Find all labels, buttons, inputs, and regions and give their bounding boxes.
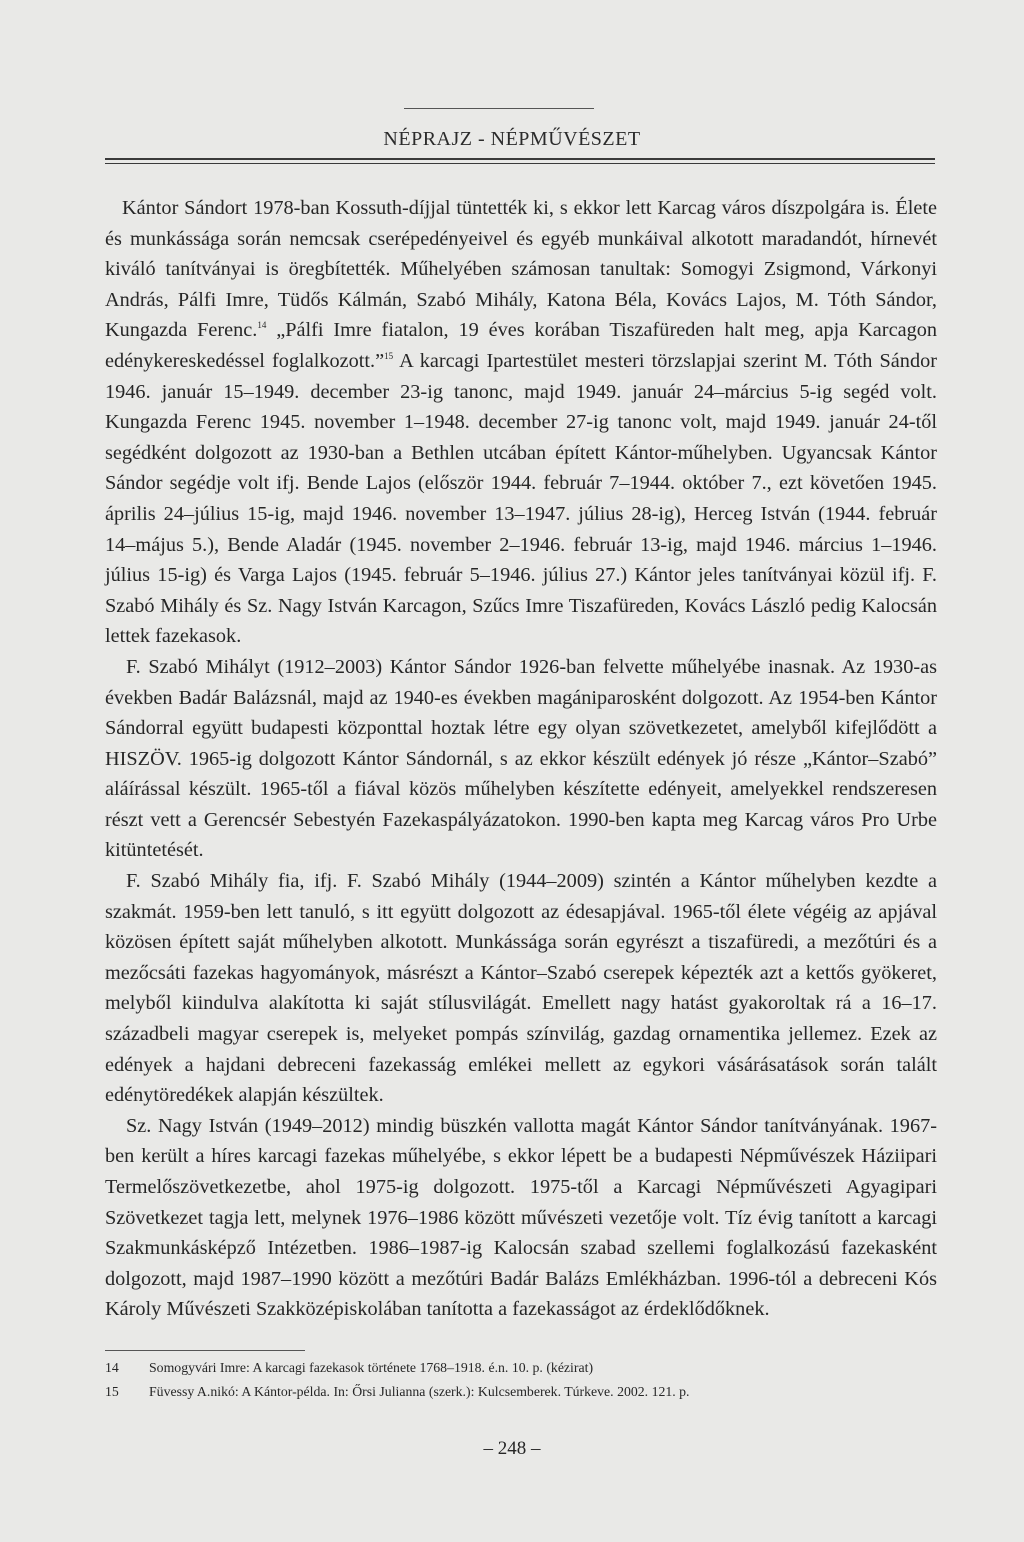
footnote-separator — [105, 1350, 305, 1351]
paragraph-text: A karcagi Ipartestület mesteri törzslapjai szerint M. Tóth Sándor 1946. január 15–1949. december 23-ig tanonc, majd 1949. január 24–március 5-ig segéd volt. Kungazda Ferenc 1945. november 1–1948. december 27-ig tanonc volt, majd 1949. január 24-től segédként dolgozott az 1930-ban a Bethlen utcában épített Kántor-műhelyben. Ugyancsak Kántor Sándor segédje volt ifj. Bende Lajos (először 1944. február 7–1944. október 7., ezt követően 1945. április 24–július 15-ig, majd 1946. november 13–1947. július 28-ig), Herceg István (1944. február 14–május 5.), Bende Aladár (1945. november 2–1946. február 13-ig, majd 1946. március 1–1946. július 15-ig) és Varga Lajos (1945. február 5–1946. július 27.) Kántor jeles tanítványai közül ifj. F. Szabó Mihály és Sz. Nagy István Karcagon, Szűcs Imre Tiszafüreden, Kovács László pedig Kalocsán lettek fazekasok. — [105, 349, 937, 648]
footnote — [105, 1356, 937, 1380]
paragraph-text: Sz. Nagy István (1949–2012) mindig büszkén vallotta magát Kántor Sándor tanítványának. 1967-ben került a híres karcagi fazekas műhelyébe, s ekkor lépett be a budapesti Népművészek Háziipari Termelőszövetkezetbe, ahol 1975-ig dolgozott. 1975-től a Karcagi Népművészeti Agyagipari Szövetkezet tagja lett, melynek 1976–1986 között művészeti vezetője volt. Tíz évig tanított a karcagi Szakmunkásképző Intézetben. 1986–1987-ig Kalocsán szabad szellemi foglalkozású fazekasként dolgozott, majd 1987–1990 között a mezőtúri Badár Balázs Emlékházban. 1996-tól a debreceni Kós Károly Művészeti Szakközépiskolában tanította a fazekasságot az érdeklődőknek. — [105, 1114, 937, 1321]
paragraph — [105, 652, 937, 866]
footnote-text: Somogyvári Imre: A karcagi fazekasok története 1768–1918. é.n. 10. p. (kézirat) — [149, 1360, 594, 1375]
body-text — [105, 193, 937, 1325]
footnotes — [105, 1356, 937, 1404]
paragraph — [105, 1111, 937, 1325]
header-top-line — [404, 108, 594, 109]
paragraph-text: F. Szabó Mihály fia, ifj. F. Szabó Mihály (1944–2009) szintén a Kántor műhelyben kezdte a szakmát. 1959-ben lett tanuló, s itt együtt dolgozott az édesapjával. 1965-től élete végéig az apjával közösen épített saját műhelyben alkotott. Munkássága során egyrészt a tiszafüredi, a mezőtúri és a mezőcsáti fazekas hagyományok, másrészt a Kántor–Szabó cserepek képezték azt a kettős gyökeret, melyből kiindulva alakította ki saját stílusvilágát. Emellett nagy hatást gyakoroltak rá a 16–17. századbeli magyar cserepek is, melyeket pompás színvilág, gazdag ornamentika jellemez. Ezek az edények a hajdani debreceni fazekasság emlékei mellett az egykori vásárásatások során talált edénytöredékek alapján készültek. — [105, 870, 937, 1107]
footnote-number: 15 — [105, 1384, 119, 1399]
footnote-text: Füvessy A.nikó: A Kántor-példa. In: Őrsi Julianna (szerk.): Kulcsemberek. Túrkeve. 2002. 121. p. — [149, 1384, 690, 1399]
header-rule-thin — [105, 163, 935, 164]
paragraph — [105, 193, 937, 652]
paragraph — [105, 866, 937, 1111]
paragraph-text: Kántor Sándort 1978-ban Kossuth-díjjal tüntették ki, s ekkor lett Karcag város díszpolgára is. Élete és munkássága során nemcsak cserépedényeivel és egyéb munkáival alkotott maradandót, hírnevét kiváló tanítványai is öregbítették. Műhelyében számosan tanultak: Somogyi Zsigmond, Várkonyi András, Pálfi Imre, Tüdős Kálmán, Szabó Mihály, Katona Béla, Kovács Lajos, M. Tóth Sándor, Kungazda Ferenc. — [105, 197, 937, 342]
paragraph-text: „Pálfi Imre fiatalon, 19 éves korában Tiszafüreden halt meg, apja Karcagon edénykereskedéssel foglalkozott.” — [105, 319, 937, 372]
page-number: – 248 – — [483, 1438, 541, 1459]
running-header: NÉPRAJZ - NÉPMŰVÉSZET — [383, 128, 641, 150]
footnote-ref: 15 — [384, 350, 394, 361]
footnote — [105, 1380, 937, 1404]
paragraph-text: F. Szabó Mihályt (1912–2003) Kántor Sándor 1926-ban felvette műhelyébe inasnak. Az 1930-as években Badár Balázsnál, majd az 1940-es években magániparosként dolgozott. Az 1954-ben Kántor Sándorral együtt budapesti központtal hoztak létre egy olyan szövetkezetet, amelyből kifejlődött a HISZÖV. 1965-ig dolgozott Kántor Sándornál, s az ekkor készült edények jó része „Kántor–Szabó” aláírással készült. 1965-től a fiával közös műhelyben készítette edényeit, amelyekkel rendszeresen részt vett a Gerencsér Sebestyén Fazekaspályázatokon. 1990-ben kapta meg Karcag város Pro Urbe kitüntetését. — [105, 655, 937, 862]
header-rule — [105, 158, 935, 160]
footnote-ref: 14 — [257, 320, 267, 331]
footnote-number: 14 — [105, 1360, 119, 1375]
